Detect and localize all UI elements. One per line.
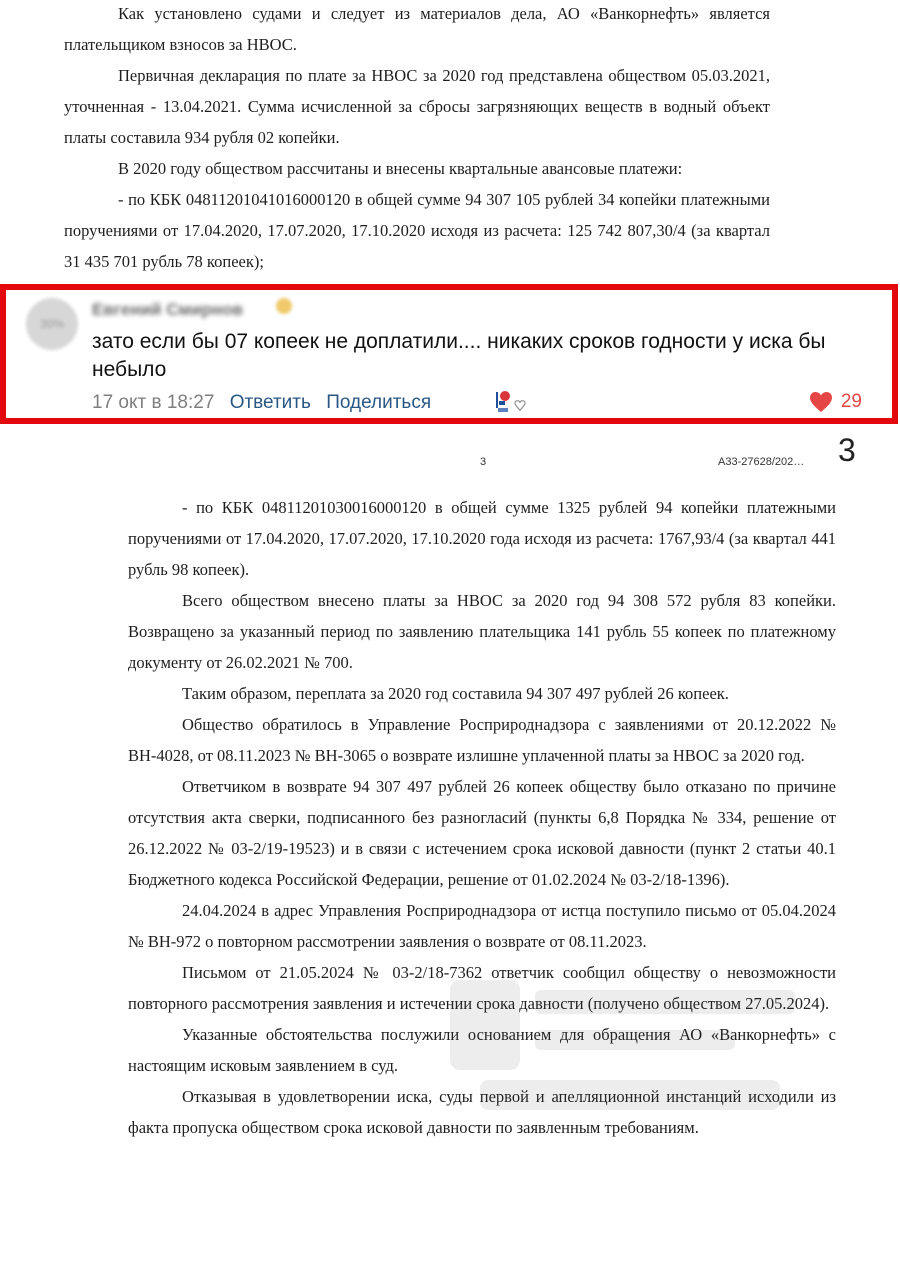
document-paragraph: Отказывая в удовлетворении иска, суды первой и апелляционной инстанций исходили из факта пропуска обществом срока исковой давности по заявленным требованиям. [128,1087,836,1137]
document-paragraph: Первичная декларация по плате за НВОС за 2020 год представлена обществом 05.03.2021, уточненная - 13.04.2021. Сумма исчисленной за сбросы загрязняющих веществ в водный объект платы составила 934 рубля 02 копейки. [64,66,770,147]
reaction-sticker-icon[interactable] [492,389,528,415]
document-paragraph: В 2020 году обществом рассчитаны и внесены квартальные авансовые платежи: [118,159,683,178]
case-number: А33-27628/202… [718,456,805,468]
avatar-label: 30% [39,317,65,331]
like-button[interactable] [809,391,862,413]
avatar[interactable] [26,298,78,350]
document-paragraph: - по КБК 04811201041016000120 в общей сумме 94 307 105 рублей 34 копейки платежными поручениями от 17.04.2020, 17.07.2020, 17.10.2020 исходя из расчета: 125 742 807,30/4 (за квартал 31 435 701 рубль 78 копеек); [64,190,770,271]
like-count: 29 [840,391,862,412]
document-paragraph: Письмом от 21.05.2024 № 03-2/18-7362 ответчик сообщил обществу о невозможности повторного рассмотрения заявления и истечении срока давности (получено обществом 27.05.2024). [128,963,836,1013]
comment-timestamp[interactable]: 17 окт в 18:27 [92,392,215,413]
reply-button[interactable]: Ответить [229,392,311,413]
document-paragraph: Таким образом, переплата за 2020 год составила 94 307 497 рублей 26 копеек. [182,684,729,703]
page-marker: 3 [838,432,856,468]
heart-icon [809,391,833,413]
highlighted-comment [0,284,898,424]
document-paragraph: 24.04.2024 в адрес Управления Росприроднадзора от истца поступило письмо от 05.04.2024 № ВН-972 о повторном рассмотрении заявления о возврате от 08.11.2023. [128,901,836,951]
document-page [128,492,836,1143]
document-paragraph: Как установлено судами и следует из материалов дела, АО «Ванкорнефть» является плательщиком взносов за НВОС. [64,4,770,54]
comment-author[interactable]: Евгений Смирнов [92,300,244,319]
comment-meta [92,392,431,414]
document-paragraph: Ответчиком в возврате 94 307 497 рублей 26 копеек обществу было отказано по причине отсутствия акта сверки, подписанного без разногласий (пункты 6,8 Порядка № 334, решение от 26.12.2022 № 03-2/19-19523) и в связи с истечением срока исковой давности (пункт 2 статьи 40.1 Бюджетного кодекса Российской Федерации, решение от 01.02.2024 № 03-2/18-1396). [128,777,836,889]
document-fragment-top [64,0,770,282]
document-paragraph: Всего обществом внесено платы за НВОС за 2020 год 94 308 572 рубля 83 копейки. Возвращено за указанный период по заявлению плательщика 141 рубль 55 копеек по платежному документу от 26.02.2021 № 700. [128,591,836,672]
author-badge-icon [276,298,292,314]
document-paragraph: Указанные обстоятельства послужили основанием для обращения АО «Ванкорнефть» с настоящим исковым заявлением в суд. [128,1025,836,1075]
document-paragraph: - по КБК 04811201030016000120 в общей сумме 1325 рублей 94 копейки платежными поручениями от 17.04.2020, 17.07.2020, 17.10.2020 года исходя из расчета: 1767,93/4 (за квартал 441 рубль 98 копеек). [128,498,836,579]
document-paragraph: Общество обратилось в Управление Росприроднадзора с заявлениями от 20.12.2022 № ВН-4028, от 08.11.2023 № ВН-3065 о возврате излишне уплаченной платы за НВОС за 2020 год. [128,715,836,765]
share-button[interactable]: Поделиться [326,392,432,413]
page-number: 3 [480,456,487,468]
comment-text: зато если бы 07 копеек не доплатили.... никаких сроков годности у иска бы небыло [92,330,826,381]
